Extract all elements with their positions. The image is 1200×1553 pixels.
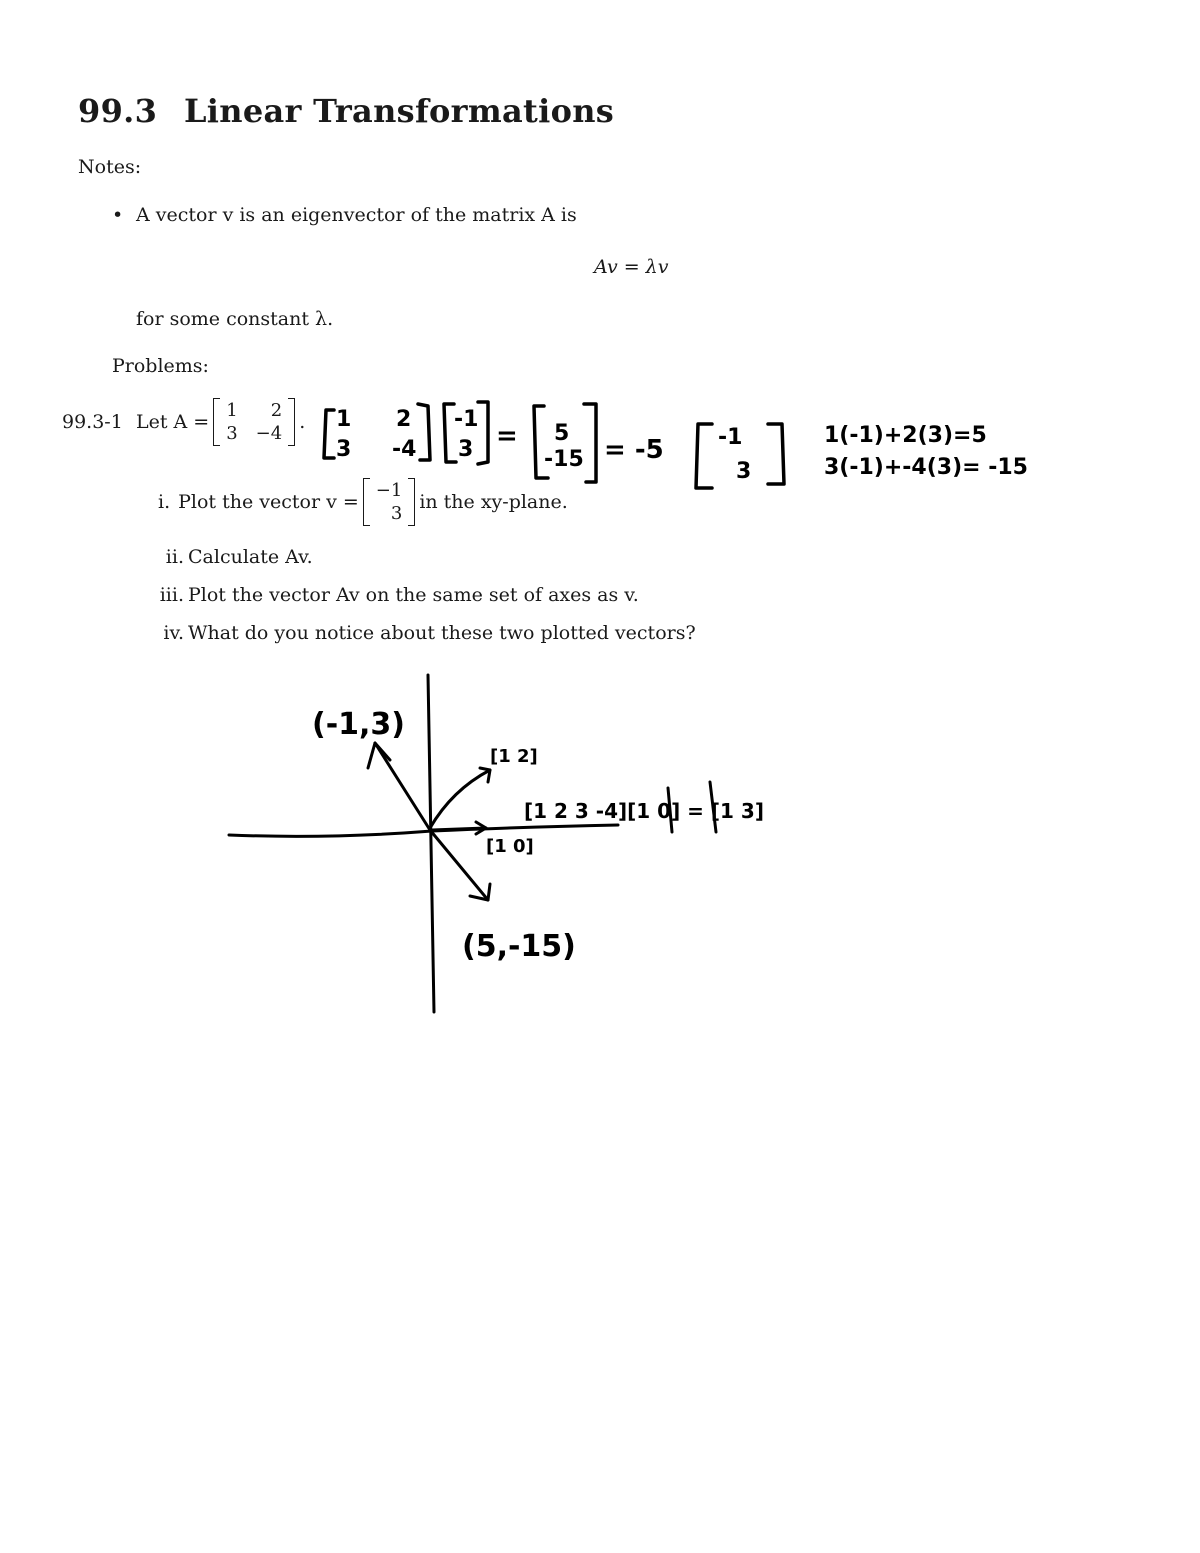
matrix-cell: 1 <box>226 400 238 421</box>
matrix-cell: 2 <box>270 400 283 421</box>
hw-bracket <box>418 404 430 460</box>
hw-extra-calc: [1 2 3 -4][1 0] = [1 3] <box>524 799 764 823</box>
vector-cell: 3 <box>390 503 403 524</box>
hw-x-axis <box>229 825 618 836</box>
problems-label: Problems: <box>112 355 209 377</box>
hw-vector-av <box>430 830 488 900</box>
hw-scalar: = -5 <box>604 435 664 465</box>
hw-point-label: (-1,3) <box>312 707 406 742</box>
subproblem-label: iii. <box>159 584 184 606</box>
after-equation-text: for some constant λ. <box>136 308 334 330</box>
matrix-cell: 3 <box>226 423 238 444</box>
bullet-marker: • <box>112 204 124 226</box>
eigen-equation: Av = λv <box>594 256 669 278</box>
hw-entry: -1 <box>718 425 743 450</box>
hw-entry: 1 <box>336 407 352 432</box>
hw-vector-12 <box>430 770 490 828</box>
hw-vector-label: [1 0] <box>486 836 534 857</box>
vector-cell: −1 <box>375 480 403 501</box>
subproblem-text: Plot the vector v = <box>178 491 359 513</box>
hw-bracket <box>768 424 784 484</box>
hw-entry: -1 <box>454 407 479 432</box>
hw-bracket <box>584 404 596 482</box>
hw-bracket <box>324 410 334 458</box>
problem-period: . <box>299 411 306 433</box>
problem-lead: Let A = <box>136 411 210 433</box>
hw-entry: 3 <box>736 459 752 484</box>
hw-vector-label: [1 2] <box>490 746 538 767</box>
hw-entry: 5 <box>554 421 570 446</box>
hw-vector-10 <box>432 828 486 830</box>
hw-point-label: (5,-15) <box>462 929 576 964</box>
hw-vector-v <box>375 743 430 830</box>
hw-entry: 3 <box>336 437 352 462</box>
subproblem-text: Calculate Av. <box>188 546 313 568</box>
problem-number: 99.3-1 <box>62 411 123 433</box>
subproblem-text: What do you notice about these two plotted vectors? <box>188 622 696 644</box>
hw-entry: 3 <box>458 437 474 462</box>
section-title: Linear Transformations <box>184 92 615 130</box>
bullet-text: A vector v is an eigenvector of the matrix A is <box>136 204 577 226</box>
hw-check-line: 3(-1)+-4(3)= -15 <box>824 455 1028 480</box>
hw-entry: -4 <box>392 437 417 462</box>
matrix-cell: −4 <box>255 423 283 444</box>
hw-entry: 2 <box>396 407 412 432</box>
notes-label: Notes: <box>78 156 142 178</box>
subproblem-text-after: in the xy-plane. <box>419 491 568 513</box>
subproblem-label: iv. <box>163 622 184 644</box>
hw-equals: = <box>496 421 518 451</box>
subproblem-label: ii. <box>165 546 184 568</box>
subproblem-label: i. <box>158 491 171 513</box>
hw-bracket <box>696 424 712 488</box>
hw-bracket <box>478 402 488 464</box>
hw-y-axis <box>428 675 434 1012</box>
section-number: 99.3 <box>78 92 158 130</box>
hw-entry: -15 <box>544 447 584 472</box>
hw-check-line: 1(-1)+2(3)=5 <box>824 423 987 448</box>
subproblem-text: Plot the vector Av on the same set of axes as v. <box>188 584 639 606</box>
